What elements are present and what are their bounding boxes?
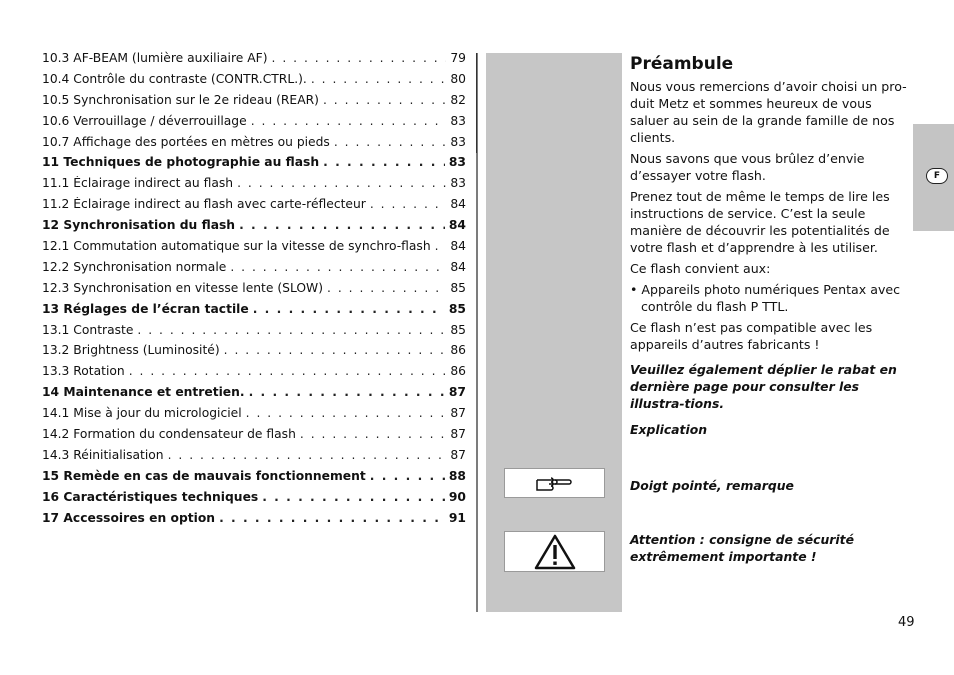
toc-entry-page: 84 <box>450 197 466 212</box>
toc-entry <box>42 343 466 364</box>
toc-entry-page: 90 <box>448 489 466 504</box>
toc-entry-page: 86 <box>450 364 466 379</box>
page-number: 49 <box>898 615 915 630</box>
toc-entry-title: 10.3 AF-BEAM (lumière auxiliaire AF) <box>42 51 268 65</box>
toc-entry-page: 84 <box>450 259 466 274</box>
toc-entry-title: 11.2 Éclairage indirect au flash avec carte-réflecteur <box>42 197 366 212</box>
toc-entry-title: 12.1 Commutation automatique sur la vitesse de synchro-flash <box>42 239 431 254</box>
toc-entry <box>42 176 466 197</box>
toc-entry-title: 15 Remède en cas de mauvais fonctionnement <box>42 468 366 483</box>
toc-entry <box>42 239 466 260</box>
preamble-paragraph-3: Prenez tout de même le temps de lire les instructions de service. C’est la seule manière de découvrir les potentialités de votre flash et d’apprendre à les utiliser. <box>630 189 890 255</box>
toc-entry-page: 84 <box>450 239 466 254</box>
toc-entry <box>42 155 466 176</box>
toc-leader-dots <box>253 302 445 316</box>
toc-leader-dots <box>262 490 445 504</box>
toc-leader-dots <box>129 364 447 378</box>
toc-entry-page: 83 <box>450 176 466 191</box>
toc-leader-dots <box>370 197 446 211</box>
toc-entry <box>42 93 466 114</box>
toc-entry-title: 13.1 Contraste <box>42 322 134 337</box>
toc-entry-title: 10.4 Contrôle du contraste (CONTR.CTRL.). <box>42 71 307 86</box>
preamble-heading: Préambule <box>630 54 734 74</box>
toc-entry-title: 13 Réglages de l’écran tactile <box>42 301 249 316</box>
divider-line <box>476 53 477 153</box>
toc-leader-dots <box>246 406 447 420</box>
toc-entry <box>42 135 466 156</box>
toc-entry-title: 14 Maintenance et entretien. <box>42 385 245 400</box>
toc-entry-page: 85 <box>448 301 466 316</box>
toc-entry <box>42 385 466 406</box>
toc-entry-title: 10.5 Synchronisation sur le 2e rideau (REAR) <box>42 92 319 107</box>
toc-entry-title: 10.6 Verrouillage / déverrouillage <box>42 113 247 128</box>
pointing-hand-icon <box>504 468 605 498</box>
toc-entry-page: 83 <box>448 155 466 170</box>
toc-leader-dots <box>168 448 447 462</box>
toc-entry <box>42 469 466 490</box>
toc-leader-dots <box>370 469 445 483</box>
toc-entry-page: 88 <box>448 468 466 483</box>
toc-entry-page: 87 <box>450 406 466 421</box>
preamble-paragraph-4: Ce flash convient aux: <box>630 261 771 276</box>
toc-leader-dots <box>334 135 447 149</box>
toc-entry-page: 84 <box>448 218 466 233</box>
toc-entry-page: 85 <box>450 322 466 337</box>
toc-entry <box>42 51 466 72</box>
toc-leader-dots <box>311 72 447 86</box>
toc-leader-dots <box>219 511 445 525</box>
toc-entry-page: 91 <box>448 510 466 525</box>
preamble-paragraph-1: Nous vous remercions d’avoir choisi un pro-duit Metz et sommes heureux de vous saluer au sein de la grande famille de nos clients. <box>630 79 907 145</box>
toc-entry-title: 13.2 Brightness (Luminosité) <box>42 343 220 358</box>
toc-entry <box>42 302 466 323</box>
preamble-paragraph-5: Ce flash n’est pas compatible avec les appareils d’autres fabricants ! <box>630 320 873 352</box>
toc-entry <box>42 490 466 511</box>
toc-entry-page: 79 <box>450 51 466 65</box>
toc-entry-title: 12.3 Synchronisation en vitesse lente (SLOW) <box>42 280 324 295</box>
toc-entry-page: 85 <box>450 280 466 295</box>
toc-leader-dots <box>251 114 447 128</box>
language-badge: F <box>926 168 948 184</box>
toc-leader-dots <box>239 218 445 232</box>
preamble-paragraph-2: Nous savons que vous brûlez d’envie d’essayer votre flash. <box>630 151 865 183</box>
toc-leader-dots <box>272 51 447 65</box>
toc-entry <box>42 72 466 93</box>
toc-entry-title: 16 Caractéristiques techniques <box>42 489 259 504</box>
warning-triangle-icon <box>504 531 605 572</box>
toc-leader-dots <box>237 176 446 190</box>
toc-entry-title: 10.7 Affichage des portées en mètres ou pieds <box>42 134 330 149</box>
toc-entry-page: 83 <box>450 113 466 128</box>
toc-leader-dots <box>435 239 447 253</box>
toc-entry <box>42 197 466 218</box>
toc-leader-dots <box>137 323 446 337</box>
toc-entry <box>42 364 466 385</box>
toc-entry <box>42 323 466 344</box>
toc-entry <box>42 511 466 532</box>
toc-entry-title: 11.1 Éclairage indirect au flash <box>42 176 234 191</box>
toc-entry <box>42 218 466 239</box>
toc-leader-dots <box>224 343 447 357</box>
toc-entry-title: 17 Accessoires en option <box>42 510 216 525</box>
toc-leader-dots <box>327 281 446 295</box>
finger-note: Doigt pointé, remarque <box>630 478 794 493</box>
toc-entry-page: 82 <box>450 92 466 107</box>
toc-entry-page: 83 <box>450 134 466 149</box>
attention-note: Attention : consigne de sécurité extrêmement importante ! <box>630 532 854 564</box>
toc-entry <box>42 427 466 448</box>
toc-leader-dots <box>249 385 445 399</box>
toc-leader-dots <box>323 93 446 107</box>
toc-entry-title: 14.2 Formation du condensateur de flash <box>42 427 296 442</box>
toc-entry <box>42 260 466 281</box>
toc-entry-page: 87 <box>450 447 466 462</box>
toc-entry <box>42 281 466 302</box>
toc-entry-page: 87 <box>450 427 466 442</box>
toc-entry-title: 14.3 Réinitialisation <box>42 447 164 462</box>
toc-entry <box>42 448 466 469</box>
toc-entry <box>42 114 466 135</box>
legend-panel <box>486 53 622 612</box>
explication-label: Explication <box>630 422 708 437</box>
toc-entry-title: 14.1 Mise à jour du micrologiciel <box>42 406 242 421</box>
toc-leader-dots <box>300 427 446 441</box>
fold-note: Veuillez également déplier le rabat en dernière page pour consulter les illustra-tions. <box>630 362 897 411</box>
toc-entry-title: 13.3 Rotation <box>42 364 125 379</box>
preamble-bullet: • Appareils photo numériques Pentax avec contrôle du flash P TTL. <box>630 282 901 314</box>
toc-entry <box>42 406 466 427</box>
toc-entry-title: 12 Synchronisation du flash <box>42 218 236 233</box>
toc-entry-page: 86 <box>450 343 466 358</box>
toc-leader-dots <box>230 260 446 274</box>
toc-entry-page: 80 <box>450 71 466 86</box>
toc-entry-page: 87 <box>448 385 466 400</box>
table-of-contents <box>42 51 466 531</box>
toc-entry-title: 11 Techniques de photographie au flash <box>42 155 320 170</box>
preamble-section <box>630 54 912 357</box>
toc-leader-dots <box>323 155 445 169</box>
toc-entry-title: 12.2 Synchronisation normale <box>42 259 227 274</box>
